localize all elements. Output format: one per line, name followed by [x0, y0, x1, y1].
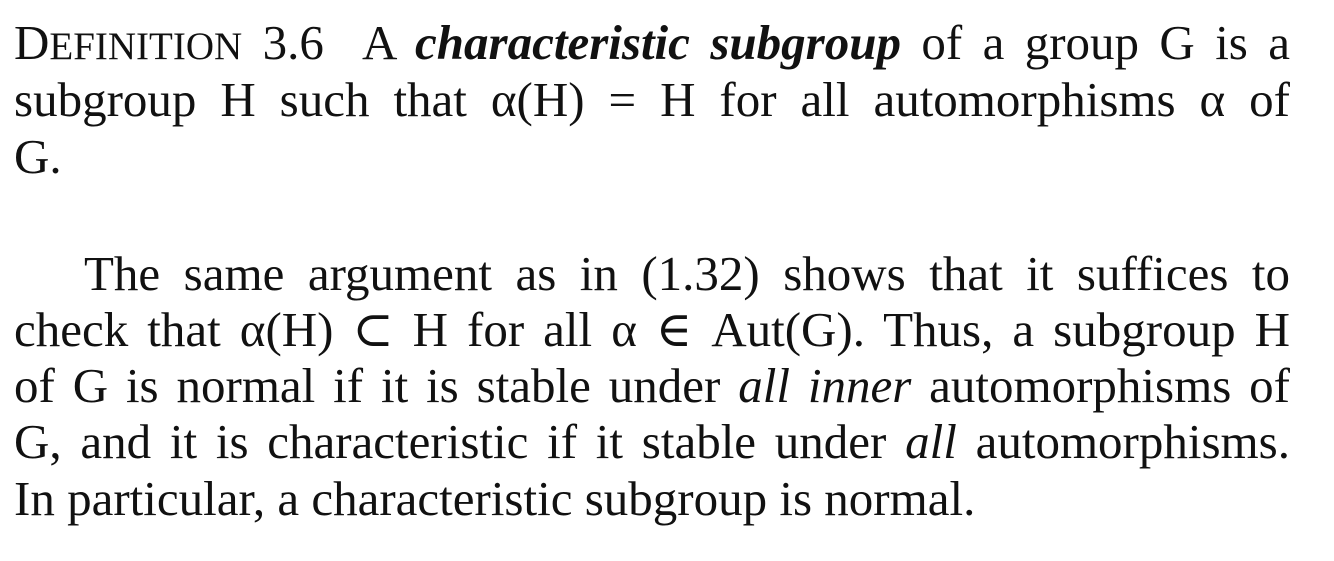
paragraph-line-3 [14, 357, 1290, 414]
paragraph-line-5: In particular, a characteristic subgroup is normal. [14, 471, 976, 526]
paragraph-line-3-pre: of G is normal if it is stable under [14, 358, 739, 413]
definition-post: of a group G is a [900, 15, 1291, 70]
definition-term: characteristic subgroup [415, 15, 901, 70]
paragraph-line-1: The same argument as in (1.32) shows that it suffices to [84, 246, 1290, 301]
definition-line-3: G. [14, 129, 62, 184]
paragraph-line-4-post: automorphisms. [956, 414, 1290, 469]
paragraph-line-4 [14, 413, 1290, 470]
definition-line-2: subgroup H such that α(H) = H for all automorphisms α of [14, 72, 1290, 127]
paragraph-line-3-post: automorphisms of [911, 358, 1290, 413]
definition-line-1 [14, 14, 1290, 71]
definition-label: DEFINITION 3.6 [14, 15, 324, 70]
paragraph-line-3-emph: all inner [738, 358, 912, 413]
paragraph-line-4-emph: all [905, 414, 957, 469]
paragraph-line-4-pre: G, and it is characteristic if it stable under [14, 414, 906, 469]
definition-pre: A [361, 15, 416, 70]
paragraph-line-2: check that α(H) ⊂ H for all α ∈ Aut(G). Thus, a subgroup H [14, 302, 1290, 357]
